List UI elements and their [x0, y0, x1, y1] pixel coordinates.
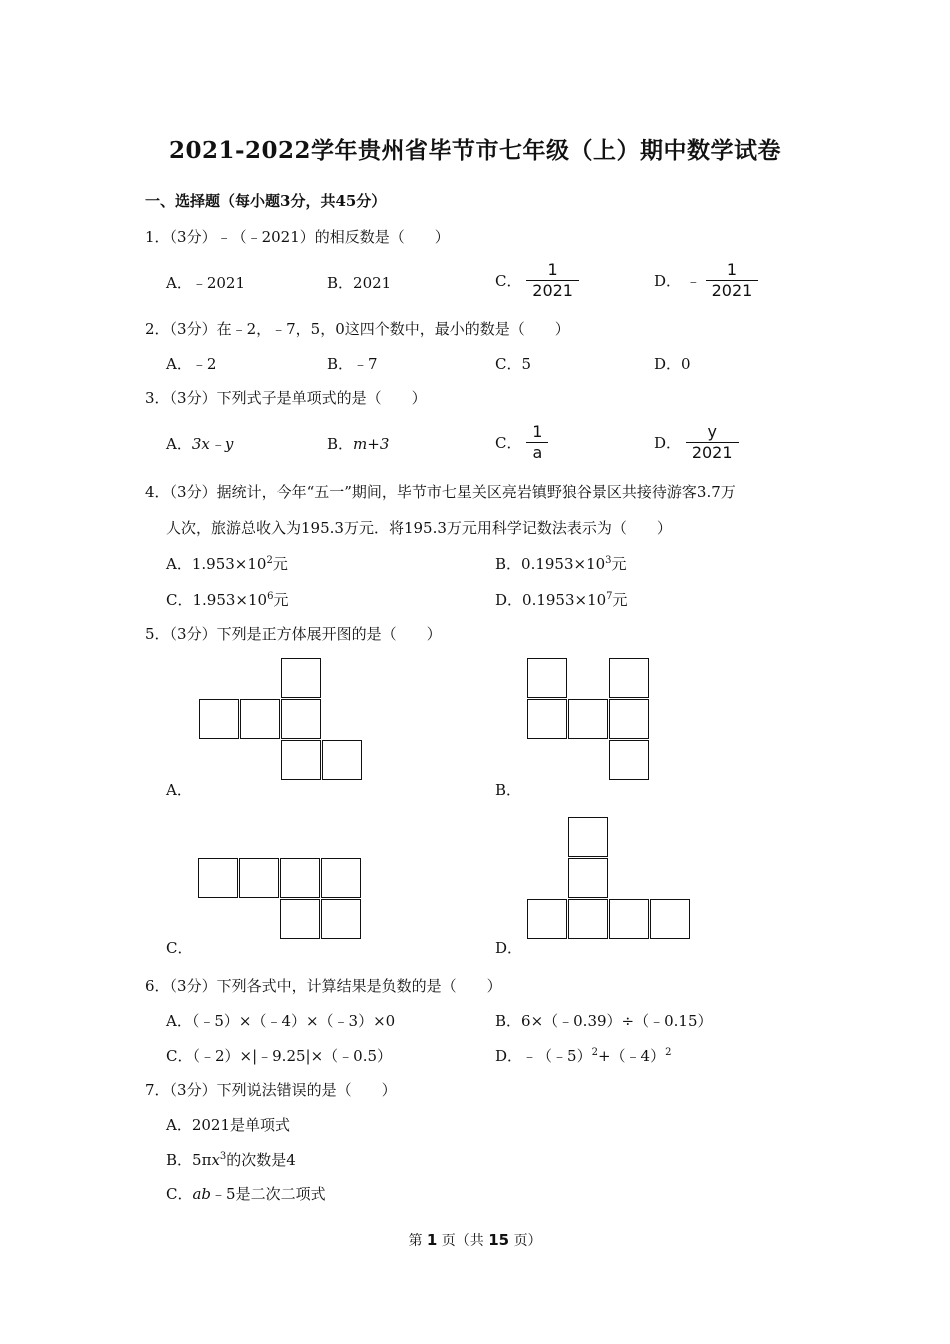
fraction-numerator: 1: [532, 422, 543, 441]
option-text: C．: [166, 1185, 193, 1203]
option-label: B．: [327, 435, 354, 453]
exam-title: 2021-2022学年贵州省毕节市七年级（上）期中数学试卷: [168, 137, 782, 164]
option-text: B．0.1953×10: [495, 555, 606, 573]
option-text: 的次数是4: [226, 1151, 296, 1169]
net-square: [568, 817, 608, 857]
question-3-option-d: [654, 422, 739, 463]
section-heading: 一、选择题（每小题3分，共45分）: [145, 192, 387, 210]
option-text: D．0.1953×10: [495, 591, 607, 609]
net-square: [609, 658, 649, 698]
net-square: [321, 858, 361, 898]
option-label: A．: [166, 435, 192, 453]
question-2-option-d: D．0: [654, 355, 691, 373]
expression: 3x﹣y: [191, 435, 234, 453]
page-number: 1: [426, 1231, 438, 1249]
net-square: [281, 658, 321, 698]
net-square: [568, 699, 608, 739]
net-square: [281, 740, 321, 780]
fraction: [706, 260, 759, 301]
question-3-option-c: [495, 422, 548, 463]
question-4-stem-line-2: 人次，旅游总收入为195.3万元．将195.3万元用科学记数法表示为（ ）: [166, 519, 672, 537]
page-total: 15: [488, 1231, 510, 1249]
exponent: 2: [591, 1047, 598, 1058]
net-square: [322, 740, 362, 780]
net-square: [527, 699, 567, 739]
unit: 元: [612, 591, 628, 609]
question-6-option-c: C．（﹣2）×|﹣9.25|×（﹣0.5）: [166, 1047, 393, 1065]
exponent: 2: [266, 555, 273, 566]
footer-text: 页（共: [441, 1233, 484, 1249]
fraction: [526, 260, 579, 301]
fraction-denominator: a: [526, 442, 548, 463]
net-square: [280, 899, 320, 939]
option-text: B．5π: [166, 1151, 212, 1169]
net-square: [527, 899, 567, 939]
option-label: D．: [654, 272, 682, 290]
fraction-numerator: 1: [726, 260, 738, 279]
net-square: [568, 899, 608, 939]
question-5-option-d: D．: [495, 939, 523, 957]
question-1-option-b: B．2021: [327, 274, 392, 292]
question-3-stem: 3．（3分）下列式子是单项式的是（ ）: [145, 389, 427, 407]
exponent: 3: [219, 1151, 227, 1162]
footer-text: 页）: [513, 1233, 542, 1249]
question-4-option-c: [166, 589, 288, 610]
net-square: [609, 899, 649, 939]
question-4-stem-line-1: 4．（3分）据统计，今年“五一”期间，毕节市七星关区亮岩镇野狼谷景区共接待游客3.7万: [145, 483, 736, 501]
fraction-numerator: 1: [547, 260, 558, 279]
question-3-option-b: [327, 433, 389, 454]
unit: 元: [611, 555, 627, 573]
net-square: [198, 858, 238, 898]
net-square: [609, 740, 649, 780]
exponent: 7: [606, 591, 613, 602]
net-square: [568, 858, 608, 898]
question-4-option-b: [495, 553, 627, 574]
question-6-option-d: [495, 1045, 671, 1066]
net-square: [240, 699, 280, 739]
question-4-option-d: [495, 589, 628, 610]
option-label: D．: [654, 434, 682, 452]
fraction-numerator: y: [707, 422, 717, 441]
fraction-denominator: 2021: [526, 280, 579, 301]
net-square: [280, 858, 320, 898]
question-4-option-a: [166, 553, 288, 574]
fraction: [686, 422, 739, 463]
exponent: 3: [605, 555, 612, 566]
variable: ab: [192, 1185, 212, 1203]
net-square: [650, 899, 690, 939]
question-7-option-b: [166, 1149, 296, 1170]
question-7-option-c: [166, 1183, 326, 1204]
net-square: [281, 699, 321, 739]
question-6-option-a: A．（﹣5）×（﹣4）×（﹣3）×0: [166, 1012, 396, 1030]
option-text: ﹣5是二次二项式: [211, 1185, 326, 1203]
option-label: C．: [495, 434, 522, 452]
question-5-stem: 5．（3分）下列是正方体展开图的是（ ）: [145, 625, 442, 643]
net-square: [527, 658, 567, 698]
option-text: C．1.953×10: [166, 591, 268, 609]
exponent: 2: [665, 1047, 672, 1058]
option-text: D．﹣（﹣5）: [495, 1047, 592, 1065]
question-6-stem: 6．（3分）下列各式中，计算结果是负数的是（ ）: [145, 977, 502, 995]
question-5-option-c: C．: [166, 939, 193, 957]
question-5-option-a: A．: [166, 781, 192, 799]
minus-sign: ﹣: [685, 272, 701, 290]
fraction-denominator: 2021: [686, 442, 739, 463]
net-square: [239, 858, 279, 898]
unit: 元: [272, 555, 288, 573]
question-2-stem: 2．（3分）在﹣2，﹣7，5，0这四个数中，最小的数是（ ）: [145, 320, 570, 338]
question-7-stem: 7．（3分）下列说法错误的是（ ）: [145, 1081, 397, 1099]
variable: x: [211, 1151, 220, 1169]
footer-text: 第: [408, 1233, 423, 1249]
fraction: [526, 422, 548, 463]
question-7-option-a: A．2021是单项式: [166, 1116, 291, 1134]
option-label: C．: [495, 272, 522, 290]
question-2-option-c: C．5: [495, 355, 532, 373]
net-square: [609, 699, 649, 739]
question-5-option-b: B．: [495, 781, 522, 799]
unit: 元: [273, 591, 289, 609]
question-1-option-a: A．﹣2021: [166, 274, 246, 292]
net-square: [321, 899, 361, 939]
net-square: [199, 699, 239, 739]
question-3-option-a: [166, 433, 233, 454]
question-6-option-b: B．6×（﹣0.39）÷（﹣0.15）: [495, 1012, 713, 1030]
expression: m+3: [353, 435, 390, 453]
question-1-option-d: [654, 260, 758, 301]
question-1-option-c: [495, 260, 579, 301]
fraction-denominator: 2021: [706, 280, 759, 301]
question-2-option-a: A．﹣2: [166, 355, 217, 373]
option-text: A．1.953×10: [166, 555, 267, 573]
question-2-option-b: B．﹣7: [327, 355, 378, 373]
option-text: +（﹣4）: [597, 1047, 666, 1065]
exponent: 6: [267, 591, 274, 602]
question-1-stem: 1．（3分）﹣（﹣2021）的相反数是（ ）: [145, 228, 450, 246]
page-footer: [0, 1230, 950, 1250]
